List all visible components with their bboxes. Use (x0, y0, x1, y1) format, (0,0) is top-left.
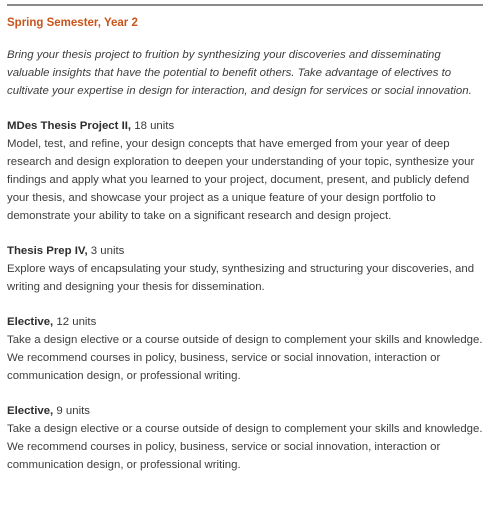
course-description: Take a design elective or a course outside of design to complement your skills and knowledge. We recommend courses in policy, business, service or social innovation, interaction or communication design, or professional writing. (7, 334, 483, 382)
course-heading (7, 402, 488, 420)
course-item (7, 117, 488, 225)
course-name: MDes Thesis Project II, (7, 120, 132, 132)
course-item (7, 402, 488, 474)
course-item (7, 313, 488, 385)
course-item (7, 242, 488, 296)
curriculum-section (0, 4, 488, 523)
section-intro: Bring your thesis project to fruition by synthesizing your discoveries and disseminating valuable insights that have the potential to benefit others. Take advantage of electives to cultivate your expertise in design for interaction, and design for services or social innovation. (7, 49, 472, 97)
course-name: Thesis Prep IV, (7, 245, 88, 257)
course-heading (7, 242, 488, 260)
course-heading (7, 117, 488, 135)
course-units: 18 units (131, 120, 175, 132)
course-units: 12 units (53, 316, 97, 328)
course-name: Elective, (7, 405, 54, 417)
course-heading (7, 313, 488, 331)
course-description: Explore ways of encapsulating your study, synthesizing and structuring your discoveries, and writing and designing your thesis for dissemination. (7, 263, 475, 293)
course-description: Take a design elective or a course outside of design to complement your skills and knowledge. We recommend courses in policy, business, service or social innovation, interaction or communication design, or professional writing. (7, 423, 483, 471)
section-title: Spring Semester, Year 2 (7, 17, 138, 29)
top-divider (7, 4, 483, 6)
course-units: 3 units (87, 245, 125, 257)
course-description: Model, test, and refine, your design concepts that have emerged from your year of deep research and design exploration to deepen your understanding of your topic, synthesize your findings and apply what you learned to your project, document, present, and publicly defend your thesis, and showcase your project as a unique feature of your design portfolio to demonstrate your ability to take on a significant research and design project. (7, 138, 475, 222)
course-units: 9 units (53, 405, 90, 417)
course-name: Elective, (7, 316, 54, 328)
